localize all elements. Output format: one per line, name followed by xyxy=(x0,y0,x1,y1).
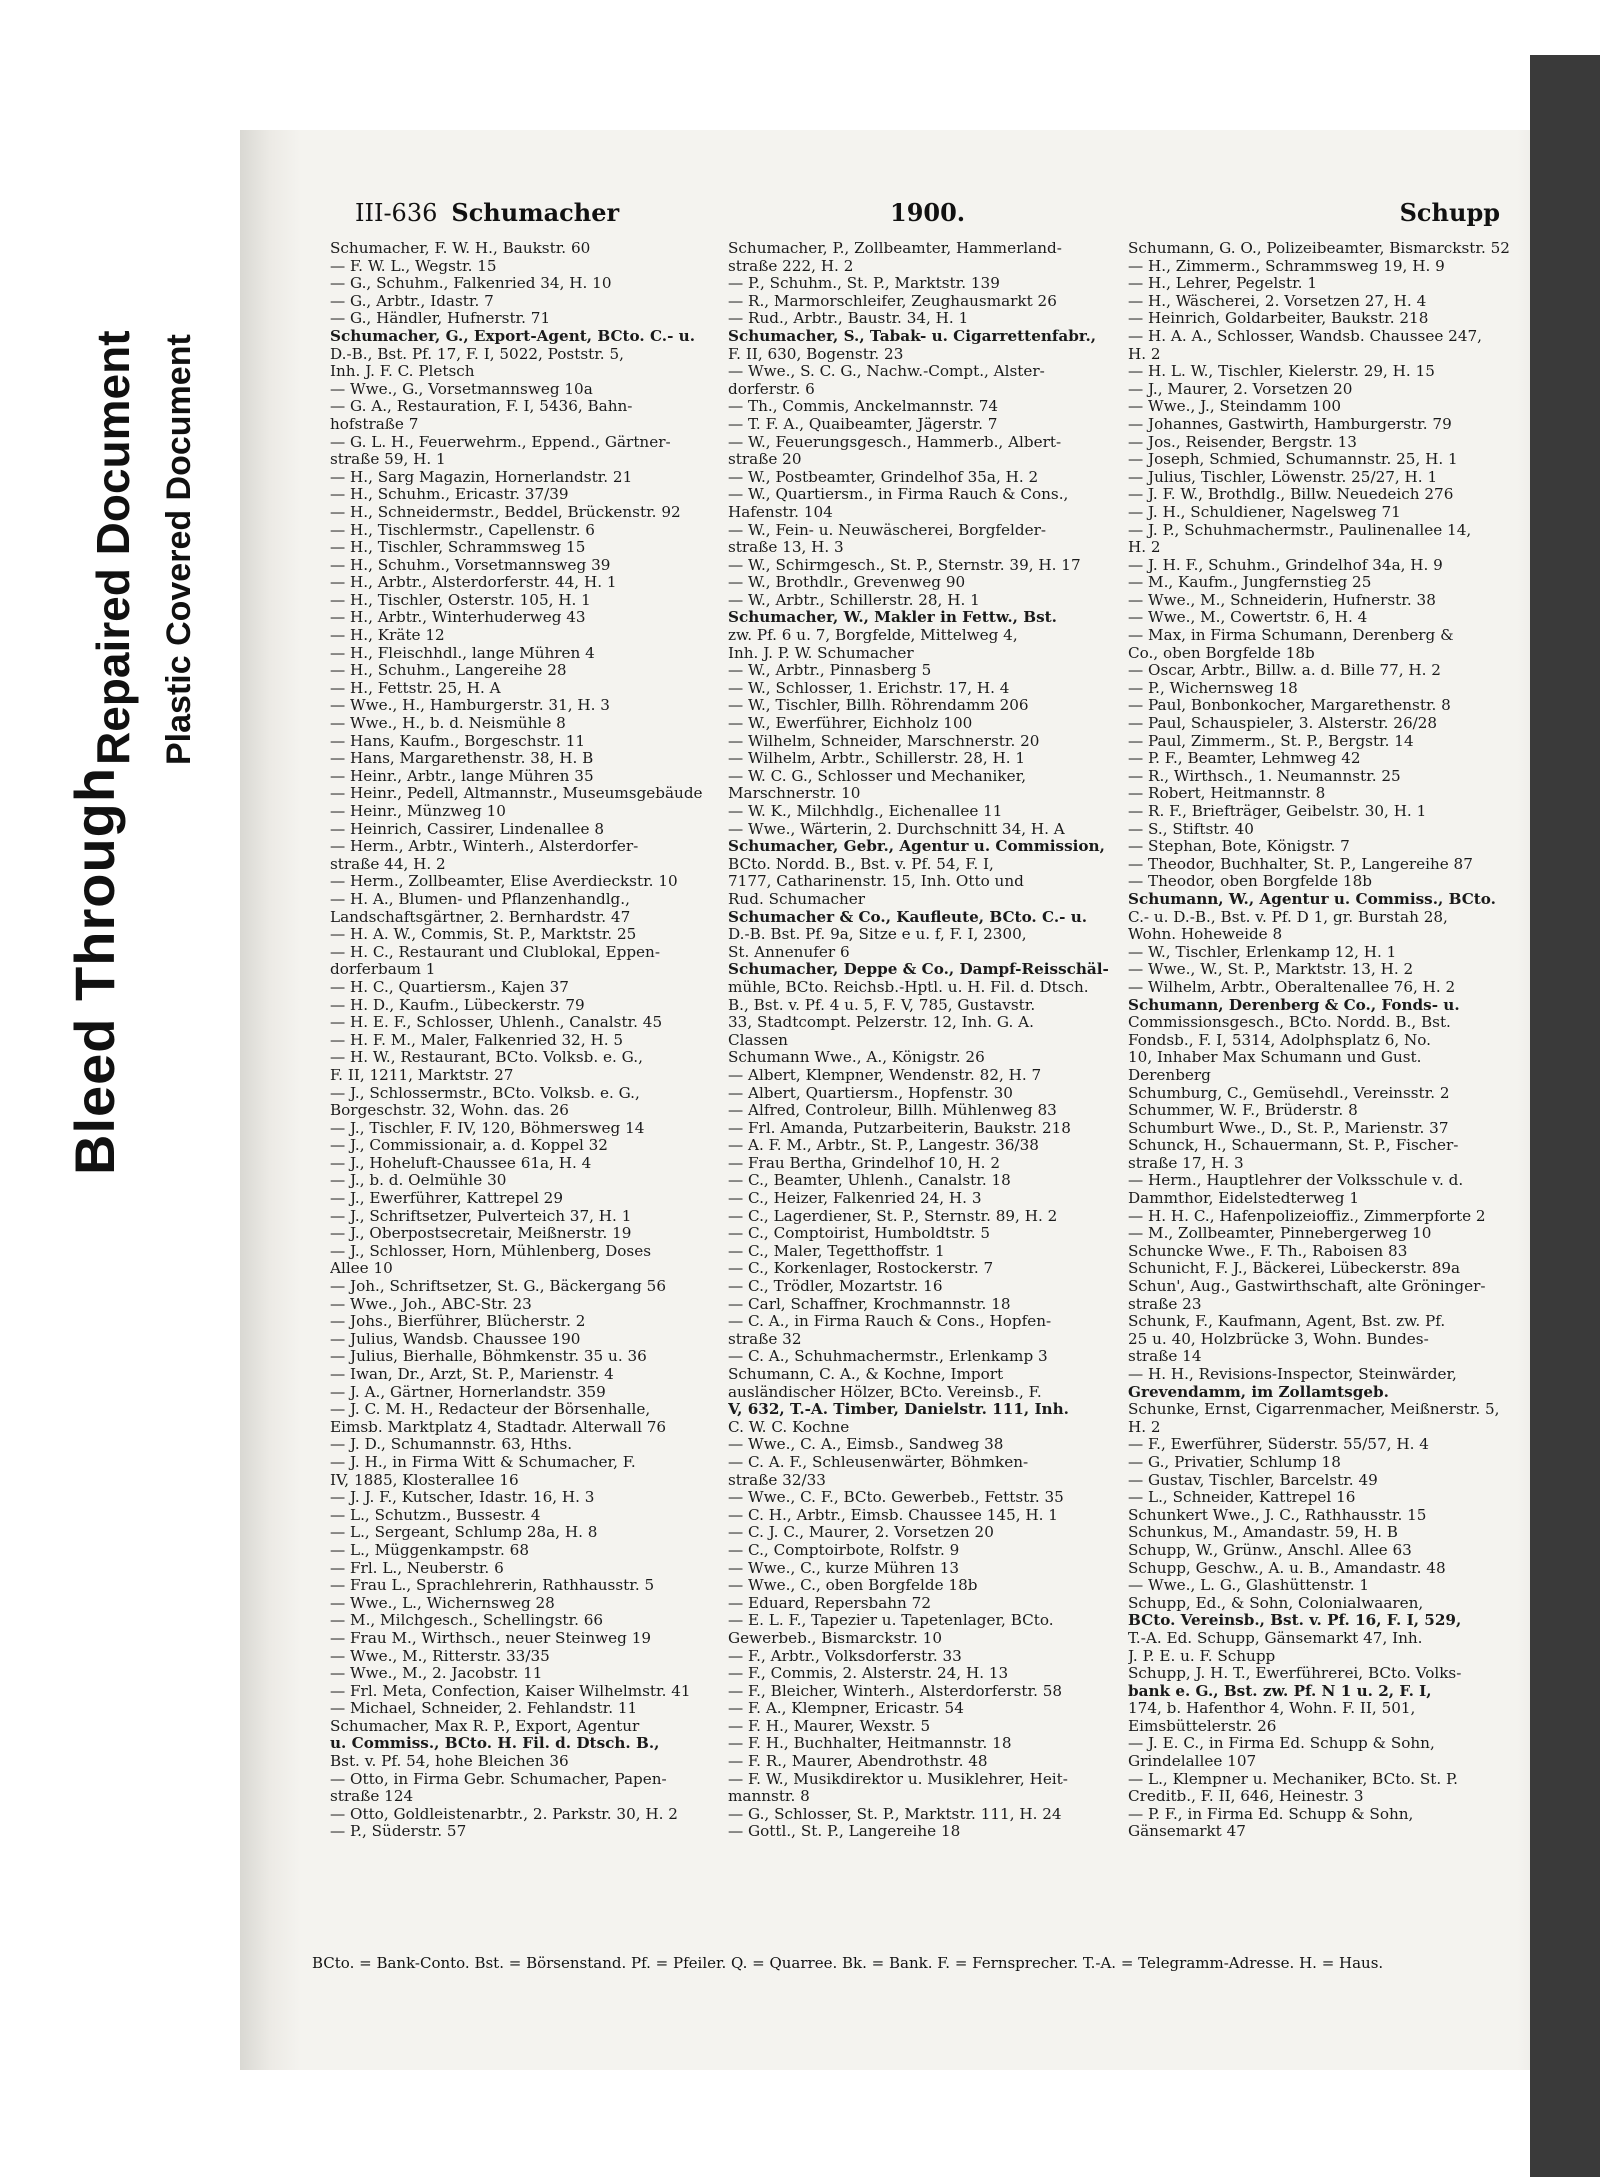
directory-entry: Gänsemarkt 47 xyxy=(1128,1823,1246,1841)
directory-entry: — H., Arbtr., Winterhuderweg 43 xyxy=(330,609,586,627)
directory-entry: Inh. J. P. W. Schumacher xyxy=(728,644,914,662)
directory-entry: — Wwe., Wärterin, 2. Durchschnitt 34, H. A xyxy=(728,820,1065,838)
directory-entry: Schumann, G. O., Polizeibeamter, Bismarckstr. 52 xyxy=(1128,240,1510,257)
directory-entry: straße 44, H. 2 xyxy=(330,855,446,873)
directory-entry: — Wwe., C. F., BCto. Gewerbeb., Fettstr. 35 xyxy=(728,1489,1064,1507)
directory-entry: — G., Arbtr., Idastr. 7 xyxy=(330,292,494,310)
directory-entry: — Carl, Schaffner, Krochmannstr. 18 xyxy=(728,1295,1011,1313)
directory-entry: — Wilhelm, Arbtr., Schillerstr. 28, H. 1 xyxy=(728,750,1026,768)
directory-entry: — C. H., Arbtr., Eimsb. Chaussee 145, H. 1 xyxy=(728,1506,1058,1524)
directory-entry: — Wilhelm, Arbtr., Oberaltenallee 76, H. 2 xyxy=(1128,978,1456,996)
directory-entry: — Oscar, Arbtr., Billw. a. d. Bille 77, H. 2 xyxy=(1128,662,1441,680)
directory-entry: — P., Schuhm., St. P., Marktstr. 139 xyxy=(728,275,1000,293)
directory-entry: — Alfred, Controleur, Billh. Mühlenweg 83 xyxy=(728,1102,1057,1120)
directory-entry: — H., Schuhm., Vorsetmannsweg 39 xyxy=(330,556,611,574)
directory-entry: — S., Stiftstr. 40 xyxy=(1128,820,1254,838)
directory-entry: — C., Beamter, Uhlenh., Canalstr. 18 xyxy=(728,1172,1011,1190)
directory-entry: straße 23 xyxy=(1128,1295,1202,1313)
directory-entry: — R. F., Briefträger, Geibelstr. 30, H. 1 xyxy=(1128,803,1427,820)
directory-entry: — T. F. A., Quaibeamter, Jägerstr. 7 xyxy=(728,415,998,433)
directory-entry: — J., b. d. Oelmühle 30 xyxy=(330,1172,507,1190)
directory-entry: IV, 1885, Klosterallee 16 xyxy=(330,1471,519,1489)
directory-entry: — Heinr., Pedell, Altmannstr., Museumsgebäude xyxy=(330,785,703,803)
directory-entry: — Wwe., L. G., Glashüttenstr. 1 xyxy=(1128,1577,1370,1595)
directory-entry: Eimsbüttelerstr. 26 xyxy=(1128,1717,1277,1735)
directory-entry: Schunck, H., Schauermann, St. P., Fischer- xyxy=(1128,1137,1459,1155)
directory-entry: — G. L. H., Feuerwehrm., Eppend., Gärtner- xyxy=(330,433,671,451)
directory-entry: Eimsb. Marktplatz 4, Stadtadr. Alterwall 76 xyxy=(330,1418,667,1436)
directory-entry: Hafenstr. 104 xyxy=(728,503,833,521)
directory-entry: — Gustav, Tischler, Barcelstr. 49 xyxy=(1128,1471,1378,1489)
directory-entry: — R., Wirthsch., 1. Neumannstr. 25 xyxy=(1128,767,1401,785)
directory-entry: — Gottl., St. P., Langereihe 18 xyxy=(728,1823,961,1841)
directory-entry: Schummer, W. F., Brüderstr. 8 xyxy=(1128,1102,1358,1120)
directory-entry: — F. H., Buchhalter, Heitmannstr. 18 xyxy=(728,1735,1012,1753)
directory-entry: — J. A., Gärtner, Hornerlandstr. 359 xyxy=(330,1383,606,1401)
directory-entry: — G., Schlosser, St. P., Marktstr. 111, H. 24 xyxy=(728,1805,1062,1823)
directory-entry: — C., Comptoirist, Humboldtstr. 5 xyxy=(728,1225,991,1243)
directory-entry: hofstraße 7 xyxy=(330,415,419,433)
directory-entry: — E. L. F., Tapezier u. Tapetenlager, BCto. xyxy=(728,1612,1054,1630)
directory-column-2 xyxy=(728,240,1143,1841)
directory-entry: — F. A., Klempner, Ericastr. 54 xyxy=(728,1700,964,1718)
directory-entry: Grindelallee 107 xyxy=(1128,1753,1257,1771)
directory-entry: straße 32 xyxy=(728,1330,802,1348)
directory-column-1 xyxy=(330,240,745,1841)
directory-entry: — G., Händler, Hufnerstr. 71 xyxy=(330,310,551,328)
directory-entry: — H., Schuhm., Ericastr. 37/39 xyxy=(330,486,569,504)
directory-entry: — P., Wichernsweg 18 xyxy=(1128,679,1298,697)
directory-entry: — H., Fettstr. 25, H. A xyxy=(330,679,501,697)
directory-entry: F. II, 1211, Marktstr. 27 xyxy=(330,1066,514,1084)
directory-entry: Schupp, W., Grünw., Anschl. Allee 63 xyxy=(1128,1541,1412,1559)
directory-entry: — J. D., Schumannstr. 63, Hths. xyxy=(330,1436,573,1454)
directory-entry: Schumburg, C., Gemüsehdl., Vereinsstr. 2 xyxy=(1128,1084,1450,1102)
directory-entry: — H. L. W., Tischler, Kielerstr. 29, H. 15 xyxy=(1128,363,1435,381)
directory-entry: — H., Zimmerm., Schrammsweg 19, H. 9 xyxy=(1128,257,1445,275)
directory-entry: V, 632, T.-A. Timber, Danielstr. 111, Inh. xyxy=(728,1401,1069,1419)
directory-entry: Schunk, F., Kaufmann, Agent, Bst. zw. Pf. xyxy=(1128,1313,1446,1331)
directory-entry: H. 2 xyxy=(1128,1418,1161,1436)
directory-entry: straße 124 xyxy=(330,1788,414,1806)
directory-entry: — Frau Bertha, Grindelhof 10, H. 2 xyxy=(728,1154,1000,1172)
directory-entry: F. II, 630, Bogenstr. 23 xyxy=(728,345,904,363)
directory-entry: — C., Korkenlager, Rostockerstr. 7 xyxy=(728,1260,994,1278)
directory-entry: — H. C., Quartiersm., Kajen 37 xyxy=(330,978,569,996)
directory-entry: Schumann, Derenberg & Co., Fonds- u. xyxy=(1128,996,1460,1014)
abbreviation-legend: BCto. = Bank-Conto. Bst. = Börsenstand. Pf. = Pfeiler. Q. = Quarree. Bk. = Bank. F. = Fernsprecher. T.-A. = Telegramm-Adresse. H. = Haus. xyxy=(312,1954,1384,1972)
side-label-bleed-through: Bleed Through xyxy=(63,766,126,1175)
directory-entry: — C., Trödler, Mozartstr. 16 xyxy=(728,1278,943,1296)
directory-entry: dorferstr. 6 xyxy=(728,380,815,398)
directory-entry: — W. C. G., Schlosser und Mechaniker, xyxy=(728,767,1027,785)
directory-entry: H. 2 xyxy=(1128,539,1161,557)
directory-entry: — Wwe., M., Schneiderin, Hufnerstr. 38 xyxy=(1128,591,1436,609)
directory-entry: — W., Arbtr., Pinnasberg 5 xyxy=(728,662,932,680)
directory-entry: Schupp, Ed., & Sohn, Colonialwaaren, xyxy=(1128,1594,1424,1612)
directory-entry: — G. A., Restauration, F. I, 5436, Bahn- xyxy=(330,398,633,416)
directory-entry: — J., Schlosser, Horn, Mühlenberg, Doses xyxy=(330,1242,651,1260)
directory-entry: 10, Inhaber Max Schumann und Gust. xyxy=(1128,1049,1422,1067)
directory-entry: — Paul, Schauspieler, 3. Alsterstr. 26/28 xyxy=(1128,715,1438,733)
directory-entry: Wohn. Hoheweide 8 xyxy=(1128,926,1283,944)
directory-entry: — Frl. L., Neuberstr. 6 xyxy=(330,1559,504,1577)
directory-entry: — H. E. F., Schlosser, Uhlenh., Canalstr. 45 xyxy=(330,1014,663,1032)
directory-entry: Schumacher, Deppe & Co., Dampf-Reisschäl- xyxy=(728,961,1109,979)
directory-entry: — W., Schlosser, 1. Erichstr. 17, H. 4 xyxy=(728,679,1010,697)
directory-entry: — Johs., Bierführer, Blücherstr. 2 xyxy=(330,1313,586,1331)
directory-entry: — H., Wäscherei, 2. Vorsetzen 27, H. 4 xyxy=(1128,292,1427,310)
directory-entry: C. W. C. Kochne xyxy=(728,1418,850,1436)
directory-entry: ausländischer Hölzer, BCto. Vereinsb., F. xyxy=(728,1383,1042,1401)
directory-entry: — Robert, Heitmannstr. 8 xyxy=(1128,785,1326,803)
directory-entry: C.- u. D.-B., Bst. v. Pf. D 1, gr. Burstah 28, xyxy=(1128,908,1448,926)
directory-entry: — Joh., Schriftsetzer, St. G., Bäckergang 56 xyxy=(330,1278,667,1296)
directory-entry: — W. K., Milchhdlg., Eichenallee 11 xyxy=(728,803,1003,820)
side-label-repaired: Repaired Document xyxy=(87,330,139,765)
directory-entry: — G., Schuhm., Falkenried 34, H. 10 xyxy=(330,275,612,293)
directory-entry: — L., Müggenkampstr. 68 xyxy=(330,1541,529,1559)
directory-entry: — J. C. M. H., Redacteur der Börsenhalle, xyxy=(330,1401,651,1419)
directory-entry: B., Bst. v. Pf. 4 u. 5, F. V, 785, Gustavstr. xyxy=(728,996,1036,1014)
directory-entry: Borgeschstr. 32, Wohn. das. 26 xyxy=(330,1102,569,1120)
directory-entry: Schun', Aug., Gastwirthschaft, alte Gröninger- xyxy=(1128,1278,1486,1296)
directory-entry: Schumacher, W., Makler in Fettw., Bst. xyxy=(728,609,1057,627)
directory-entry: — Wwe., Joh., ABC-Str. 23 xyxy=(330,1295,532,1313)
directory-entry: Creditb., F. II, 646, Heinestr. 3 xyxy=(1128,1788,1364,1806)
directory-entry: — G., Privatier, Schlump 18 xyxy=(1128,1453,1341,1471)
directory-entry: — W., Arbtr., Schillerstr. 28, H. 1 xyxy=(728,591,980,609)
directory-entry: — Wwe., H., Hamburgerstr. 31, H. 3 xyxy=(330,697,610,715)
directory-entry: — F., Arbtr., Volksdorferstr. 33 xyxy=(728,1647,962,1665)
directory-entry: — F. W., Musikdirektor u. Musiklehrer, Heit- xyxy=(728,1770,1068,1788)
directory-entry: — Paul, Bonbonkocher, Margarethenstr. 8 xyxy=(1128,697,1451,715)
directory-entry: — Frau M., Wirthsch., neuer Steinweg 19 xyxy=(330,1629,652,1647)
page-number: III-636 xyxy=(355,199,438,227)
directory-entry: Schumacher, P., Zollbeamter, Hammerland- xyxy=(728,240,1062,257)
directory-entry: — Hans, Margarethenstr. 38, H. B xyxy=(330,750,594,768)
directory-entry: — J., Hoheluft-Chaussee 61a, H. 4 xyxy=(330,1154,592,1172)
directory-entry: — L., Klempner u. Mechaniker, BCto. St. P. xyxy=(1128,1770,1458,1788)
directory-entry: — J., Oberpostsecretair, Meißnerstr. 19 xyxy=(330,1225,632,1243)
directory-entry: — H., Arbtr., Alsterdorferstr. 44, H. 1 xyxy=(330,574,617,592)
directory-entry: straße 17, H. 3 xyxy=(1128,1154,1244,1172)
directory-entry: — W., Brothdlr., Grevenweg 90 xyxy=(728,574,966,592)
directory-entry: — M., Milchgesch., Schellingstr. 66 xyxy=(330,1612,604,1630)
directory-entry: Commissionsgesch., BCto. Nordd. B., Bst. xyxy=(1128,1014,1451,1032)
directory-entry: — J., Maurer, 2. Vorsetzen 20 xyxy=(1128,380,1353,398)
header-left xyxy=(355,198,619,227)
directory-entry: — Wwe., W., St. P., Marktstr. 13, H. 2 xyxy=(1128,961,1414,979)
header-year: 1900. xyxy=(890,198,966,227)
directory-entry: Schunkus, M., Amandastr. 59, H. B xyxy=(1128,1524,1398,1542)
directory-entry: Fondsb., F. I, 5314, Adolphsplatz 6, No. xyxy=(1128,1031,1432,1049)
directory-entry: — R., Marmorschleifer, Zeughausmarkt 26 xyxy=(728,292,1057,310)
directory-entry: — Julius, Tischler, Löwenstr. 25/27, H. 1 xyxy=(1128,468,1438,486)
directory-entry: — P., Süderstr. 57 xyxy=(330,1823,467,1841)
directory-entry: — Wwe., J., Steindamm 100 xyxy=(1128,398,1342,416)
directory-entry: — H., Schneidermstr., Beddel, Brückenstr. 92 xyxy=(330,503,681,521)
directory-entry: — Wwe., M., Ritterstr. 33/35 xyxy=(330,1647,550,1665)
directory-entry: — Theodor, oben Borgfelde 18b xyxy=(1128,873,1372,891)
directory-entry: zw. Pf. 6 u. 7, Borgfelde, Mittelweg 4, xyxy=(728,627,1018,645)
directory-entry: — Wilhelm, Schneider, Marschnerstr. 20 xyxy=(728,732,1040,750)
directory-entry: — Johannes, Gastwirth, Hamburgerstr. 79 xyxy=(1128,415,1452,433)
directory-entry: — F. R., Maurer, Abendrothstr. 48 xyxy=(728,1753,988,1771)
directory-entry: Rud. Schumacher xyxy=(728,890,866,908)
directory-entry: BCto. Nordd. B., Bst. v. Pf. 54, F. I, xyxy=(728,855,994,873)
directory-entry: Schupp, J. H. T., Ewerführerei, BCto. Volks- xyxy=(1128,1665,1462,1683)
directory-entry: — H., Tischlermstr., Capellenstr. 6 xyxy=(330,521,595,539)
directory-entry: — J. J. F., Kutscher, Idastr. 16, H. 3 xyxy=(330,1489,595,1507)
directory-entry: mannstr. 8 xyxy=(728,1788,810,1806)
directory-entry: — Rud., Arbtr., Baustr. 34, H. 1 xyxy=(728,310,969,328)
directory-entry: straße 59, H. 1 xyxy=(330,451,446,469)
directory-entry: — Wwe., C., kurze Mühren 13 xyxy=(728,1559,960,1577)
directory-entry: — J., Tischler, F. IV, 120, Böhmersweg 14 xyxy=(330,1119,645,1137)
directory-entry: — C., Lagerdiener, St. P., Sternstr. 89, H. 2 xyxy=(728,1207,1058,1225)
directory-entry: — C. J. C., Maurer, 2. Vorsetzen 20 xyxy=(728,1524,994,1542)
directory-entry: — F. H., Maurer, Wexstr. 5 xyxy=(728,1717,931,1735)
directory-entry: straße 14 xyxy=(1128,1348,1202,1366)
directory-entry: — Herm., Arbtr., Winterh., Alsterdorfer- xyxy=(330,838,639,856)
directory-entry: — W., Schirmgesch., St. P., Sternstr. 39, H. 17 xyxy=(728,556,1081,574)
directory-entry: Schumacher, G., Export-Agent, BCto. C.- u. xyxy=(330,327,696,345)
directory-entry: — Max, in Firma Schumann, Derenberg & xyxy=(1128,627,1454,645)
directory-entry: — J. P., Schuhmachermstr., Paulinenallee 14, xyxy=(1128,521,1472,539)
directory-entry: Schumacher, Gebr., Agentur u. Commission, xyxy=(728,838,1105,856)
directory-entry: — H. W., Restaurant, BCto. Volksb. e. G., xyxy=(330,1049,643,1067)
directory-entry: 174, b. Hafenthor 4, Wohn. F. II, 501, xyxy=(1128,1700,1416,1718)
directory-entry: — Albert, Quartiersm., Hopfenstr. 30 xyxy=(728,1084,1013,1102)
directory-entry: Dammthor, Eidelstedterweg 1 xyxy=(1128,1190,1359,1208)
directory-entry: — W., Tischler, Erlenkamp 12, H. 1 xyxy=(1128,943,1397,961)
directory-entry: straße 32/33 xyxy=(728,1471,826,1489)
directory-entry: Grevendamm, im Zollamtsgeb. xyxy=(1128,1383,1389,1401)
header-left-title: Schumacher xyxy=(451,198,620,227)
directory-entry: — C., Heizer, Falkenried 24, H. 3 xyxy=(728,1190,982,1208)
directory-entry: — Wwe., H., b. d. Neismühle 8 xyxy=(330,715,566,733)
directory-entry: — Hans, Kaufm., Borgeschstr. 11 xyxy=(330,732,586,750)
directory-entry: — Otto, Goldleistenarbtr., 2. Parkstr. 30, H. 2 xyxy=(330,1805,678,1823)
directory-entry: — Heinrich, Cassirer, Lindenallee 8 xyxy=(330,820,605,838)
directory-entry: — H., Schuhm., Langereihe 28 xyxy=(330,662,567,680)
directory-entry: Schumburt Wwe., D., St. P., Marienstr. 37 xyxy=(1128,1119,1449,1137)
directory-entry: — F., Ewerführer, Süderstr. 55/57, H. 4 xyxy=(1128,1436,1429,1454)
directory-entry: — P. F., in Firma Ed. Schupp & Sohn, xyxy=(1128,1805,1414,1823)
directory-entry: — Wwe., C., oben Borgfelde 18b xyxy=(728,1577,978,1595)
directory-entry: — Frau L., Sprachlehrerin, Rathhausstr. 5 xyxy=(330,1577,655,1595)
side-label-plastic: Plastic Covered Document xyxy=(160,334,198,765)
directory-entry: — C. A., in Firma Rauch & Cons., Hopfen- xyxy=(728,1313,1052,1331)
directory-entry: — J., Ewerführer, Kattrepel 29 xyxy=(330,1190,563,1208)
directory-entry: — W., Feuerungsgesch., Hammerb., Albert- xyxy=(728,433,1062,451)
directory-entry: — Iwan, Dr., Arzt, St. P., Marienstr. 4 xyxy=(330,1366,614,1383)
directory-entry: — L., Sergeant, Schlump 28a, H. 8 xyxy=(330,1524,598,1542)
directory-entry: — Heinrich, Goldarbeiter, Baukstr. 218 xyxy=(1128,310,1429,328)
directory-entry: — Wwe., M., Cowertstr. 6, H. 4 xyxy=(1128,609,1368,627)
directory-entry: — W., Ewerführer, Eichholz 100 xyxy=(728,715,973,733)
directory-entry: bank e. G., Bst. zw. Pf. N 1 u. 2, F. I, xyxy=(1128,1682,1432,1700)
directory-entry: straße 222, H. 2 xyxy=(728,257,854,275)
page-header xyxy=(355,198,1500,238)
directory-entry: — A. F. M., Arbtr., St. P., Langestr. 36/38 xyxy=(728,1137,1039,1155)
directory-entry: — J. H., Schuldiener, Nagelsweg 71 xyxy=(1128,503,1401,521)
directory-entry: — H. H., Revisions-Inspector, Steinwärder, xyxy=(1128,1366,1457,1383)
directory-entry: — F., Commis, 2. Alsterstr. 24, H. 13 xyxy=(728,1665,1009,1683)
directory-entry: Derenberg xyxy=(1128,1066,1211,1084)
directory-entry: — Wwe., S. C. G., Nachw.-Compt., Alster- xyxy=(728,363,1045,381)
header-right-title: Schupp xyxy=(1399,198,1500,227)
directory-entry: — Theodor, Buchhalter, St. P., Langereihe 87 xyxy=(1128,855,1473,873)
directory-entry: Schupp, Geschw., A. u. B., Amandastr. 48 xyxy=(1128,1559,1446,1577)
directory-entry: — F. W. L., Wegstr. 15 xyxy=(330,257,497,275)
directory-entry: — Wwe., C. A., Eimsb., Sandweg 38 xyxy=(728,1436,1004,1454)
directory-entry: — M., Kaufm., Jungfernstieg 25 xyxy=(1128,574,1372,592)
directory-entry: Schumann Wwe., A., Königstr. 26 xyxy=(728,1049,985,1067)
directory-entry: St. Annenufer 6 xyxy=(728,943,850,961)
directory-entry: T.-A. Ed. Schupp, Gänsemarkt 47, Inh. xyxy=(1128,1629,1423,1647)
directory-entry: Schumacher, Max R. P., Export, Agentur xyxy=(330,1717,640,1735)
directory-entry: — Herm., Hauptlehrer der Volksschule v. d. xyxy=(1128,1172,1464,1190)
directory-entry: Schunicht, F. J., Bäckerei, Lübeckerstr. 89a xyxy=(1128,1260,1461,1278)
directory-entry: — H., Kräte 12 xyxy=(330,627,445,645)
directory-entry: — J. H. F., Schuhm., Grindelhof 34a, H. 9 xyxy=(1128,556,1443,574)
directory-entry: — H. C., Restaurant und Clublokal, Eppen- xyxy=(330,943,660,961)
directory-entry: — Heinr., Münzweg 10 xyxy=(330,803,506,820)
directory-entry: Gewerbeb., Bismarckstr. 10 xyxy=(728,1629,942,1647)
directory-entry: — Eduard, Repersbahn 72 xyxy=(728,1594,931,1612)
directory-entry: — J. E. C., in Firma Ed. Schupp & Sohn, xyxy=(1128,1735,1435,1753)
directory-entry: — W., Tischler, Billh. Röhrendamm 206 xyxy=(728,697,1029,715)
directory-entry: — H. A., Blumen- und Pflanzenhandlg., xyxy=(330,890,630,908)
side-labels xyxy=(0,0,230,2177)
directory-entry: Inh. J. F. C. Pletsch xyxy=(330,363,475,381)
directory-column-3 xyxy=(1128,240,1543,1841)
directory-entry: — W., Fein- u. Neuwäscherei, Borgfelder- xyxy=(728,521,1046,539)
directory-entry: straße 13, H. 3 xyxy=(728,539,844,557)
directory-entry: — J. F. W., Brothdlg., Billw. Neuedeich 276 xyxy=(1128,486,1454,504)
directory-entry: — H. A. W., Commis, St. P., Marktstr. 25 xyxy=(330,926,637,944)
directory-entry: Allee 10 xyxy=(330,1260,393,1278)
directory-entry: — H., Fleischhdl., lange Mühren 4 xyxy=(330,644,595,662)
directory-entry: — C., Maler, Tegetthoffstr. 1 xyxy=(728,1242,945,1260)
directory-entry: D.-B. Bst. Pf. 9a, Sitze e u. f, F. I, 2300, xyxy=(728,926,1027,944)
directory-entry: — Frl. Amanda, Putzarbeiterin, Baukstr. 218 xyxy=(728,1119,1071,1137)
directory-entry: — F., Bleicher, Winterh., Alsterdorferstr. 58 xyxy=(728,1682,1063,1700)
directory-entry: 25 u. 40, Holzbrücke 3, Wohn. Bundes- xyxy=(1128,1330,1429,1348)
directory-entry: Schumacher, S., Tabak- u. Cigarrettenfabr., xyxy=(728,327,1097,345)
directory-entry: — J., Commissionair, a. d. Koppel 32 xyxy=(330,1137,608,1155)
directory-entry: — J., Schriftsetzer, Pulverteich 37, H. 1 xyxy=(330,1207,632,1225)
directory-entry: — H. H. C., Hafenpolizeioffiz., Zimmerpforte 2 xyxy=(1128,1207,1486,1225)
directory-entry: — Otto, in Firma Gebr. Schumacher, Papen- xyxy=(330,1770,667,1788)
directory-entry: Schumann, C. A., & Kochne, Import xyxy=(728,1366,1004,1383)
directory-entry: Schunkert Wwe., J. C., Rathhausstr. 15 xyxy=(1128,1506,1427,1524)
directory-entry: — Michael, Schneider, 2. Fehlandstr. 11 xyxy=(330,1700,638,1718)
directory-entry: — H. F. M., Maler, Falkenried 32, H. 5 xyxy=(330,1031,624,1049)
directory-entry: — P. F., Beamter, Lehmweg 42 xyxy=(1128,750,1361,768)
directory-entry: — C. A. F., Schleusenwärter, Böhmken- xyxy=(728,1453,1029,1471)
directory-entry: — Wwe., G., Vorsetmannsweg 10a xyxy=(330,380,593,398)
directory-entry: — Albert, Klempner, Wendenstr. 82, H. 7 xyxy=(728,1066,1042,1084)
directory-entry: — L., Schutzm., Bussestr. 4 xyxy=(330,1506,541,1524)
directory-entry: — Julius, Wandsb. Chaussee 190 xyxy=(330,1330,581,1348)
directory-entry: — H. A. A., Schlosser, Wandsb. Chaussee 247, xyxy=(1128,327,1482,345)
directory-entry: — H., Tischler, Schrammsweg 15 xyxy=(330,539,586,557)
directory-entry: — Julius, Bierhalle, Böhmkenstr. 35 u. 36 xyxy=(330,1348,647,1366)
directory-entry: Co., oben Borgfelde 18b xyxy=(1128,644,1315,662)
directory-entry: — J. H., in Firma Witt & Schumacher, F. xyxy=(330,1453,636,1471)
directory-entry: — C., Comptoirbote, Rolfstr. 9 xyxy=(728,1541,960,1559)
directory-entry: — L., Schneider, Kattrepel 16 xyxy=(1128,1489,1356,1507)
directory-entry: dorferbaum 1 xyxy=(330,961,436,979)
directory-entry: — C. A., Schuhmachermstr., Erlenkamp 3 xyxy=(728,1348,1048,1366)
directory-entry: Marschnerstr. 10 xyxy=(728,785,861,803)
directory-entry: — Stephan, Bote, Königstr. 7 xyxy=(1128,838,1350,856)
directory-entry: Schumann, W., Agentur u. Commiss., BCto. xyxy=(1128,890,1496,908)
directory-entry: — Jos., Reisender, Bergstr. 13 xyxy=(1128,433,1357,451)
directory-entry: — W., Postbeamter, Grindelhof 35a, H. 2 xyxy=(728,468,1039,486)
directory-entry: — Th., Commis, Anckelmannstr. 74 xyxy=(728,398,999,416)
directory-entry: mühle, BCto. Reichsb.-Hptl. u. H. Fil. d. Dtsch. xyxy=(728,978,1089,996)
directory-entry: — H., Tischler, Osterstr. 105, H. 1 xyxy=(330,591,591,609)
directory-entry: Classen xyxy=(728,1031,788,1049)
directory-entry: — Wwe., L., Wichernsweg 28 xyxy=(330,1594,555,1612)
directory-entry: Schunke, Ernst, Cigarrenmacher, Meißnerstr. 5, xyxy=(1128,1401,1500,1419)
directory-entry: — Wwe., M., 2. Jacobstr. 11 xyxy=(330,1665,543,1683)
directory-entry: u. Commiss., BCto. H. Fil. d. Dtsch. B., xyxy=(330,1735,660,1753)
directory-entry: Schuncke Wwe., F. Th., Raboisen 83 xyxy=(1128,1242,1408,1260)
directory-entry: — Joseph, Schmied, Schumannstr. 25, H. 1 xyxy=(1128,451,1458,469)
directory-entry: — H. D., Kaufm., Lübeckerstr. 79 xyxy=(330,996,585,1014)
directory-entry: Schumacher & Co., Kaufleute, BCto. C.- u. xyxy=(728,908,1088,926)
directory-entry: 7177, Catharinenstr. 15, Inh. Otto und xyxy=(728,873,1024,891)
directory-entry: — Frl. Meta, Confection, Kaiser Wilhelmstr. 41 xyxy=(330,1682,691,1700)
directory-entry: — H., Lehrer, Pegelstr. 1 xyxy=(1128,275,1317,293)
directory-entry: — J., Schlossermstr., BCto. Volksb. e. G., xyxy=(330,1084,640,1102)
directory-entry: — W., Quartiersm., in Firma Rauch & Cons., xyxy=(728,486,1069,504)
directory-entry: BCto. Vereinsb., Bst. v. Pf. 16, F. I, 529, xyxy=(1128,1612,1462,1630)
directory-entry: — Heinr., Arbtr., lange Mühren 35 xyxy=(330,767,594,785)
directory-entry: D.-B., Bst. Pf. 17, F. I, 5022, Poststr. 5, xyxy=(330,345,624,363)
directory-entry: — Paul, Zimmerm., St. P., Bergstr. 14 xyxy=(1128,732,1414,750)
directory-entry: straße 20 xyxy=(728,451,802,469)
directory-entry: Bst. v. Pf. 54, hohe Bleichen 36 xyxy=(330,1753,569,1771)
directory-entry: — Herm., Zollbeamter, Elise Averdieckstr. 10 xyxy=(330,873,678,891)
directory-entry: 33, Stadtcompt. Pelzerstr. 12, Inh. G. A. xyxy=(728,1014,1034,1032)
directory-entry: J. P. E. u. F. Schupp xyxy=(1128,1647,1276,1665)
directory-entry: — H., Sarg Magazin, Hornerlandstr. 21 xyxy=(330,468,633,486)
directory-entry: Landschaftsgärtner, 2. Bernhardstr. 47 xyxy=(330,908,631,926)
directory-entry: H. 2 xyxy=(1128,345,1161,363)
directory-entry: Schumacher, F. W. H., Baukstr. 60 xyxy=(330,240,591,257)
directory-entry: — M., Zollbeamter, Pinnebergerweg 10 xyxy=(1128,1225,1432,1243)
